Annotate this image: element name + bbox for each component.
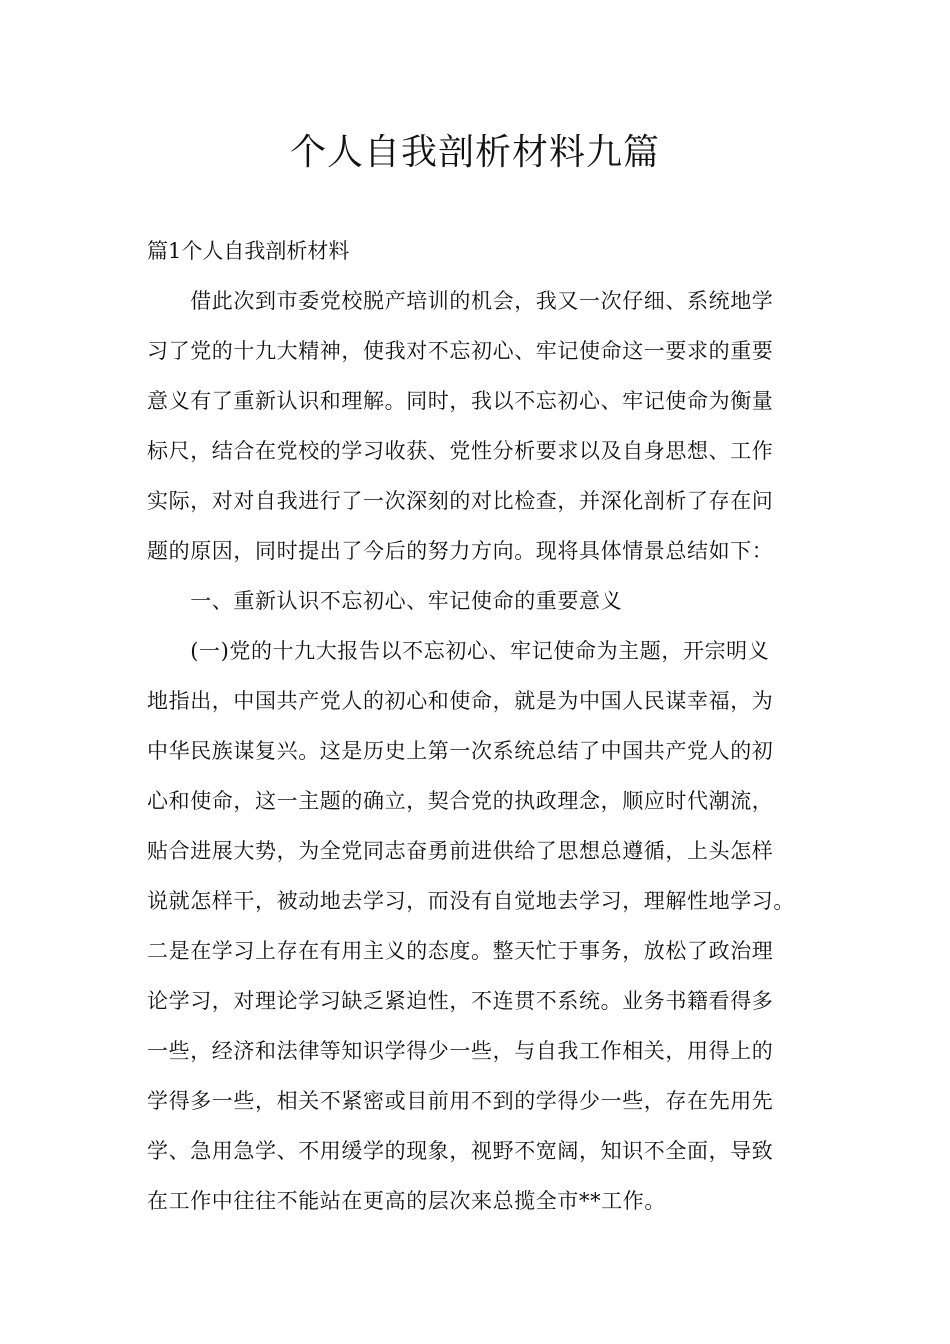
body-line: 说就怎样干，被动地去学习，而没有自觉地去学习，理解性地学习。 xyxy=(147,889,795,913)
body-line: 标尺，结合在党校的学习收获、党性分析要求以及自身思想、工作 xyxy=(147,439,774,463)
body-line: 论学习，对理论学习缺乏紧迫性，不连贯不系统。业务书籍看得多 xyxy=(147,989,774,1013)
document-title: 个人自我剖析材料九篇 xyxy=(289,132,660,173)
body-line: 心和使命，这一主题的确立，契合党的执政理念，顺应时代潮流， xyxy=(147,789,774,813)
body-line: 习了党的十九大精神，使我对不忘初心、牢记使命这一要求的重要 xyxy=(147,339,774,363)
body-line: 一些，经济和法律等知识学得少一些，与自我工作相关，用得上的 xyxy=(147,1039,774,1063)
body-line: 二是在学习上存在有用主义的态度。整天忙于事务，放松了政治理 xyxy=(147,939,774,963)
body-line: 实际，对对自我进行了一次深刻的对比检查，并深化剖析了存在问 xyxy=(147,489,774,513)
body-line: (一)党的十九大报告以不忘初心、牢记使命为主题，开宗明义 xyxy=(147,639,770,663)
subsection-heading: 一、重新认识不忘初心、牢记使命的重要意义 xyxy=(147,589,623,613)
body-line: 借此次到市委党校脱产培训的机会，我又一次仔细、系统地学 xyxy=(147,289,774,313)
body-line: 意义有了重新认识和理解。同时，我以不忘初心、牢记使命为衡量 xyxy=(147,389,774,413)
body-line: 在工作中往往不能站在更高的层次来总揽全市**工作。 xyxy=(147,1189,666,1213)
body-line: 题的原因，同时提出了今后的努力方向。现将具体情景总结如下： xyxy=(147,539,774,563)
section-heading: 篇1个人自我剖析材料 xyxy=(147,239,350,263)
body-line: 学得多一些，相关不紧密或目前用不到的学得少一些，存在先用先 xyxy=(147,1089,774,1113)
body-line: 中华民族谋复兴。这是历史上第一次系统总结了中国共产党人的初 xyxy=(147,739,774,763)
body-line: 贴合进展大势，为全党同志奋勇前进供给了思想总遵循，上头怎样 xyxy=(147,839,774,863)
body-line: 学、急用急学、不用缓学的现象，视野不宽阔，知识不全面，导致 xyxy=(147,1139,774,1163)
body-line: 地指出，中国共产党人的初心和使命，就是为中国人民谋幸福，为 xyxy=(147,689,774,713)
